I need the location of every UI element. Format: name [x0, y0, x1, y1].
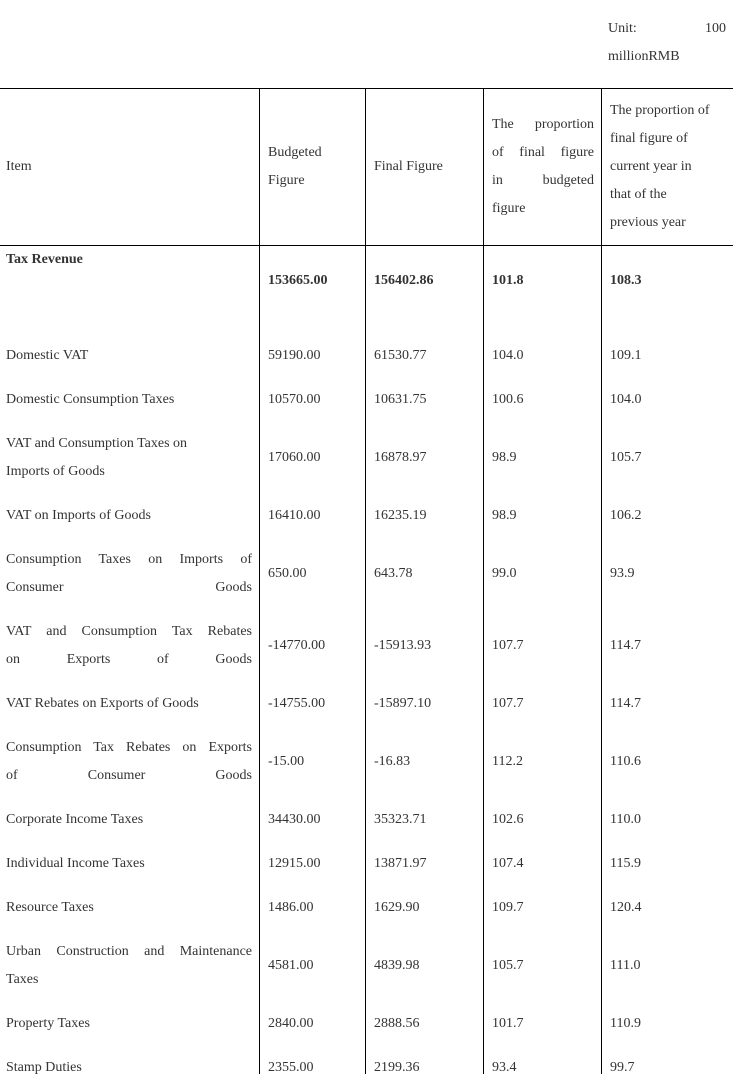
row-item-label: Property Taxes: [6, 1016, 90, 1031]
column-divider: [601, 88, 602, 1074]
row-budgeted-value: 2840.00: [268, 1016, 314, 1031]
header-final-figure: Final Figure: [374, 158, 443, 174]
row-proportion-previous-value: 105.7: [610, 450, 642, 465]
row-item-label: Domestic VAT: [6, 348, 89, 363]
row-proportion-previous-value: 114.7: [610, 696, 641, 711]
row-proportion-budget-value: 100.6: [492, 392, 524, 407]
row-final-value: 35323.71: [374, 812, 427, 827]
header-proportion-previous-year: The proportion of final figure of current year in that of the previous year: [610, 102, 710, 230]
row-item-label: Tax Revenue: [6, 252, 83, 267]
unit-currency: millionRMB: [608, 49, 680, 64]
unit-note: [608, 15, 726, 71]
row-budgeted-value: 1486.00: [268, 900, 314, 915]
row-proportion-previous-value: 110.9: [610, 1016, 641, 1031]
row-final-value: 13871.97: [374, 856, 427, 871]
row-final-value: -15897.10: [374, 696, 432, 711]
row-proportion-previous-value: 110.6: [610, 754, 641, 769]
row-final-value: 1629.90: [374, 900, 420, 915]
row-proportion-previous-value: 110.0: [610, 812, 641, 827]
row-budgeted-value: 153665.00: [268, 273, 328, 288]
row-item-label: VAT and Consumption Tax Rebates on Exports of Goods: [6, 624, 252, 667]
row-proportion-budget-value: 98.9: [492, 508, 517, 523]
row-item-label: Consumption Taxes on Imports of Consumer Goods: [6, 552, 252, 595]
row-item-label: Corporate Income Taxes: [6, 812, 144, 827]
row-proportion-previous-value: 99.7: [610, 1060, 635, 1075]
row-item-label: Urban Construction and Maintenance Taxes: [6, 944, 252, 987]
row-budgeted-value: 17060.00: [268, 450, 321, 465]
row-item-label: Resource Taxes: [6, 900, 94, 915]
unit-amount: 100: [705, 21, 726, 36]
row-final-value: 16878.97: [374, 450, 427, 465]
row-budgeted-value: 12915.00: [268, 856, 321, 871]
row-proportion-budget-value: 101.8: [492, 273, 524, 288]
row-budgeted-value: 650.00: [268, 566, 307, 581]
row-proportion-budget-value: 99.0: [492, 566, 517, 581]
row-proportion-previous-value: 115.9: [610, 856, 641, 871]
row-budgeted-value: -14755.00: [268, 696, 326, 711]
row-item-label: Domestic Consumption Taxes: [6, 392, 175, 407]
row-item-label: VAT and Consumption Taxes on Imports of Goods: [6, 436, 188, 479]
row-final-value: 16235.19: [374, 508, 427, 523]
row-item-label: VAT on Imports of Goods: [6, 508, 151, 523]
row-proportion-previous-value: 109.1: [610, 348, 642, 363]
row-proportion-budget-value: 98.9: [492, 450, 517, 465]
column-divider: [259, 88, 260, 1074]
row-budgeted-value: 4581.00: [268, 958, 314, 973]
row-proportion-budget-value: 105.7: [492, 958, 524, 973]
column-divider: [483, 88, 484, 1074]
unit-label: Unit:: [608, 21, 637, 36]
row-final-value: -15913.93: [374, 638, 432, 653]
row-proportion-previous-value: 114.7: [610, 638, 641, 653]
table-rule: [0, 88, 733, 89]
row-item-label: VAT Rebates on Exports of Goods: [6, 696, 199, 711]
row-proportion-budget-value: 107.7: [492, 696, 524, 711]
row-budgeted-value: -15.00: [268, 754, 305, 769]
row-budgeted-value: 10570.00: [268, 392, 321, 407]
row-final-value: 61530.77: [374, 348, 427, 363]
row-proportion-previous-value: 93.9: [610, 566, 635, 581]
header-item: Item: [6, 158, 32, 174]
row-proportion-previous-value: 106.2: [610, 508, 642, 523]
row-final-value: 4839.98: [374, 958, 420, 973]
row-final-value: 10631.75: [374, 392, 427, 407]
row-item-label: Consumption Tax Rebates on Exports of Consumer Goods: [6, 740, 252, 783]
row-final-value: 2888.56: [374, 1016, 420, 1031]
row-proportion-budget-value: 107.7: [492, 638, 524, 653]
row-proportion-budget-value: 101.7: [492, 1016, 524, 1031]
row-proportion-previous-value: 108.3: [610, 273, 642, 288]
row-budgeted-value: 16410.00: [268, 508, 321, 523]
row-proportion-previous-value: 120.4: [610, 900, 642, 915]
row-budgeted-value: -14770.00: [268, 638, 326, 653]
row-budgeted-value: 34430.00: [268, 812, 321, 827]
header-budgeted-figure: Budgeted Figure: [268, 144, 322, 188]
row-proportion-budget-value: 93.4: [492, 1060, 517, 1075]
row-item-label: Individual Income Taxes: [6, 856, 145, 871]
column-divider: [365, 88, 366, 1074]
row-final-value: 2199.36: [374, 1060, 420, 1075]
row-item-label: Stamp Duties: [6, 1060, 82, 1075]
header-proportion-budget: The proportion of final figure in budgeted figure: [492, 116, 594, 216]
row-proportion-previous-value: 111.0: [610, 958, 641, 973]
row-proportion-budget-value: 109.7: [492, 900, 524, 915]
row-proportion-budget-value: 107.4: [492, 856, 524, 871]
row-proportion-previous-value: 104.0: [610, 392, 642, 407]
row-budgeted-value: 2355.00: [268, 1060, 314, 1075]
row-final-value: -16.83: [374, 754, 411, 769]
row-final-value: 156402.86: [374, 273, 434, 288]
row-proportion-budget-value: 112.2: [492, 754, 523, 769]
row-proportion-budget-value: 102.6: [492, 812, 524, 827]
row-proportion-budget-value: 104.0: [492, 348, 524, 363]
row-final-value: 643.78: [374, 566, 413, 581]
row-budgeted-value: 59190.00: [268, 348, 321, 363]
